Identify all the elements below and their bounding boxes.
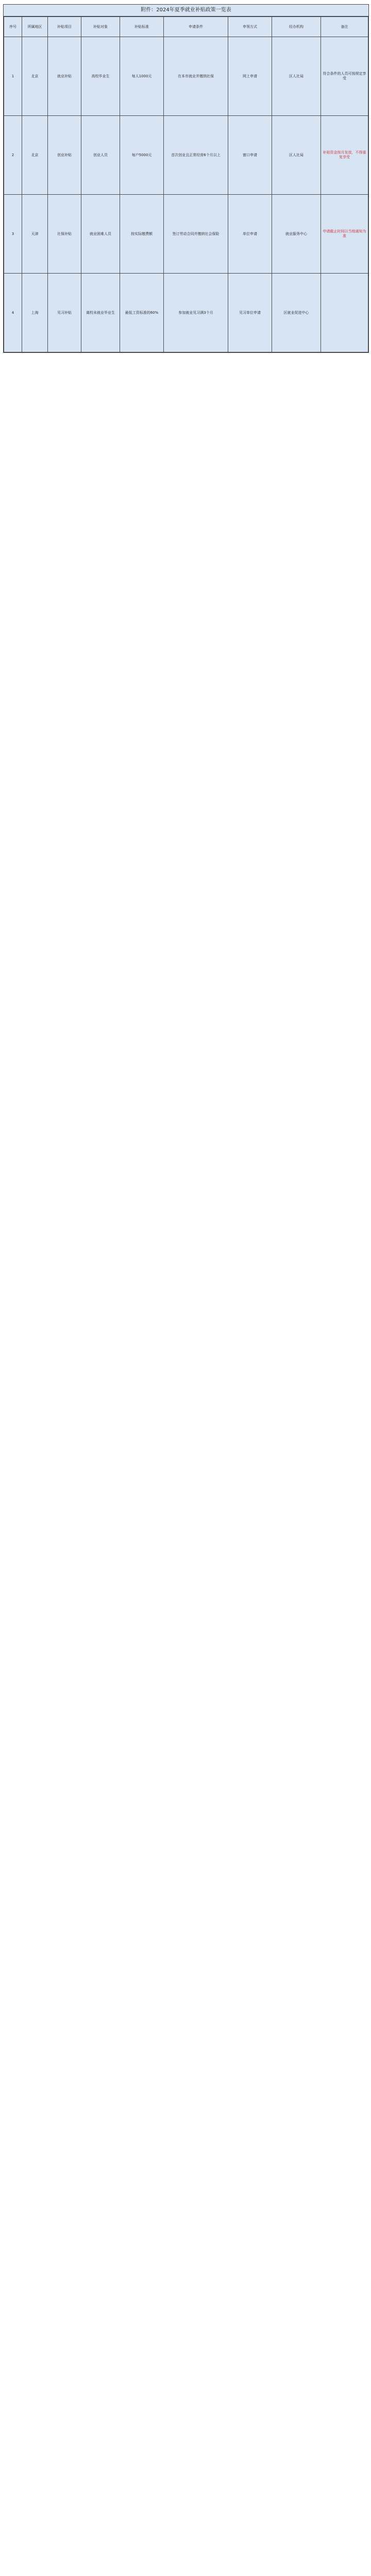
- table-cell: 3: [4, 195, 22, 274]
- table-row: [4, 37, 368, 116]
- table-cell: 在本市就业并缴纳社保: [164, 37, 228, 116]
- table-cell: 天津: [22, 195, 48, 274]
- col-header: 所属地区: [22, 17, 48, 37]
- table-cell: 签订劳动合同并缴纳社会保险: [164, 195, 228, 274]
- table-cell: 4: [4, 274, 22, 352]
- table-cell: 区就业促进中心: [272, 274, 321, 352]
- document-table-container: [3, 4, 369, 353]
- col-header: 经办机构: [272, 17, 321, 37]
- document-title: 附件：2024年夏季就业补贴政策一览表: [4, 5, 368, 16]
- table-cell: 高校毕业生: [81, 37, 120, 116]
- table-cell: 见习补贴: [48, 274, 81, 352]
- table-cell: 见习单位申请: [228, 274, 272, 352]
- table-cell: 首次创业且正常经营6个月以上: [164, 116, 228, 195]
- table-cell: 就业困难人员: [81, 195, 120, 274]
- col-header: 备注: [321, 17, 368, 37]
- table-cell: 最低工资标准的60%: [120, 274, 164, 352]
- table-cell: 创业补贴: [48, 116, 81, 195]
- col-header: 申请条件: [164, 17, 228, 37]
- table-cell: 参加就业见习满3个月: [164, 274, 228, 352]
- table-cell: 北京: [22, 37, 48, 116]
- red-note-cell: 申请截止时间以当地通知为准: [321, 195, 368, 274]
- table-cell: 2: [4, 116, 22, 195]
- table-cell: 创业人员: [81, 116, 120, 195]
- table-row: [4, 116, 368, 195]
- table-cell: 离校未就业毕业生: [81, 274, 120, 352]
- table-cell: 1: [4, 37, 22, 116]
- table-cell: 就业补贴: [48, 37, 81, 116]
- table-cell: 区人社局: [272, 116, 321, 195]
- table-cell: 按实际缴费额: [120, 195, 164, 274]
- table-cell: 单位申请: [228, 195, 272, 274]
- col-header: 申领方式: [228, 17, 272, 37]
- col-header: 补贴项目: [48, 17, 81, 37]
- red-note-cell: 补贴资金按月发放，不得重复享受: [321, 116, 368, 195]
- table-cell: 区人社局: [272, 37, 321, 116]
- col-header: 序号: [4, 17, 22, 37]
- col-header: 补贴标准: [120, 17, 164, 37]
- table-cell: 就业服务中心: [272, 195, 321, 274]
- table-cell: 符合条件的人员可按规定享受: [321, 37, 368, 116]
- table-cell: 上海: [22, 274, 48, 352]
- table-row: [4, 274, 368, 352]
- table-cell: 窗口申请: [228, 116, 272, 195]
- table-cell: 北京: [22, 116, 48, 195]
- table-cell: [321, 274, 368, 352]
- table-cell: 社保补贴: [48, 195, 81, 274]
- table-header-row: [4, 17, 368, 37]
- table-cell: 每人1000元: [120, 37, 164, 116]
- table-row: [4, 195, 368, 274]
- table-cell: 网上申请: [228, 37, 272, 116]
- policy-table: [4, 16, 368, 352]
- table-cell: 每户5000元: [120, 116, 164, 195]
- col-header: 补贴对象: [81, 17, 120, 37]
